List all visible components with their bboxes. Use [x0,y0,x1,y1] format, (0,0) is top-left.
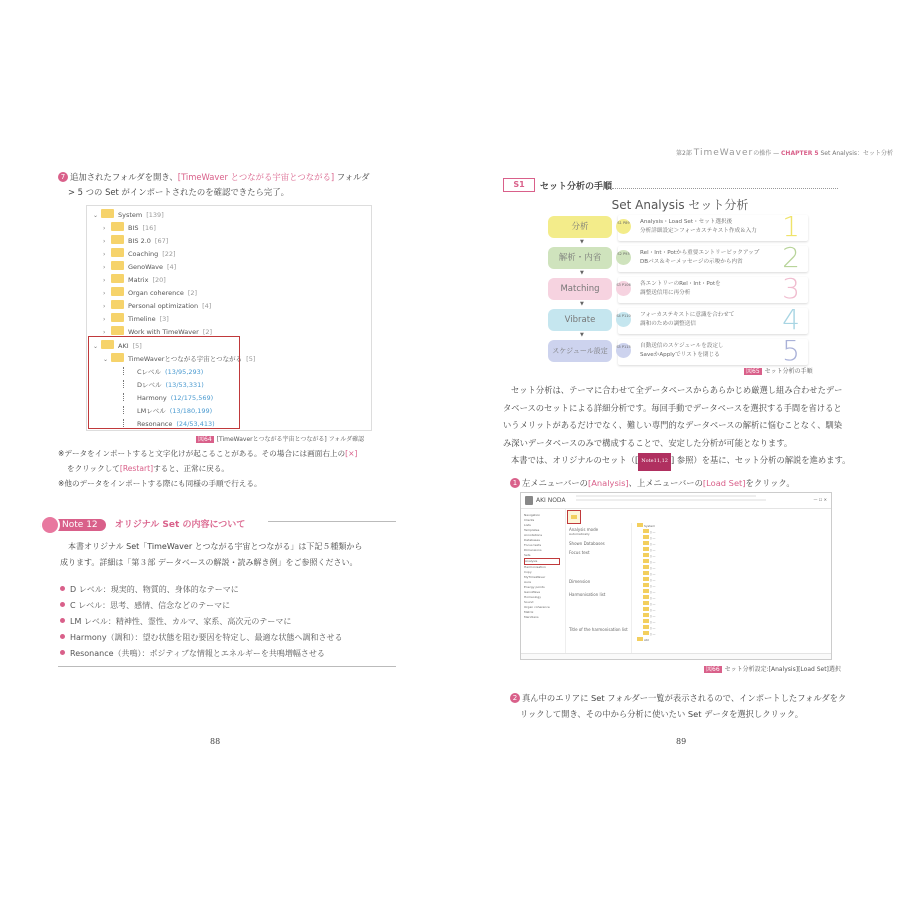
folder-icon [111,287,124,296]
set-type-list [60,582,400,662]
folder-icon [111,300,124,309]
tree-row-coaching[interactable]: › Coaching [22] [103,250,176,258]
tree-set-lm[interactable]: LMレベル (13/180,199) [123,404,212,418]
list-item: Harmony（調和）：望む状態を阻む要因を特定し、最適な状態へ調和させる [60,630,400,646]
step7-instruction: 7 追加されたフォルダを開き、[TimeWaver とつながる宇宙とつながる] フォルダ > 5 つの Set がインポートされたのを確認できたら完了。 [58,170,398,200]
process-step-1: 分析 S1 P89 Analysis・Load Set・セット選択後 分析詳細設定＞フォーカステキスト作成＆入力 1 [548,216,808,240]
tree-set-d[interactable]: Dレベル (13/53,331) [123,378,204,392]
set-list: System ▯ — ▯ — ▯ — ▯ — ▯ — ▯ — ▯ — ▯ — ▯ — ▯ — ▯ — ▯ — ▯ — ▯ — ▯ — ▯ — ▯ — ▯ — AKI [637,523,757,643]
tree-row-timeline[interactable]: › Timeline [3] [103,315,169,323]
tree-set-c[interactable]: Cレベル (13/95,293) [123,365,203,379]
tree-set-harmony[interactable]: Harmony (12/175,569) [123,391,213,405]
tree-row-bis[interactable]: › BIS [16] [103,224,156,232]
tree-row-matrix[interactable]: › Matrix [20] [103,276,166,284]
step-number: 7 [58,172,68,182]
tree-row-work[interactable]: › Work with TimeWaver [2] [103,328,213,336]
sidebar-nav: Navigation Clients Lists Templates Annotations Databases Focus texts Dimensions Sets Analysis Harmonisation Copy MyTimeWaver Aura Energy points GenoWave Homeology Sound Organ coherence Matrix Meridians [524,513,565,620]
figure-caption-66: 図66 セット分析設定:[Analysis][Load Set]選択 [706,666,841,673]
load-set-button[interactable] [567,510,581,524]
note-reference-chip[interactable]: Note11,12 [638,453,671,471]
section-title: セット分析の手順 [540,182,613,192]
process-step-3: Matching S3 P106 各エントリーのRel・Int・Potを 調整送信用に再分析 3 [548,278,808,302]
note12-body: 本書オリジナル Set「TimeWaver とつながる宇宙とつながる」は下記５種類から 成ります。詳細は「第３部 データベースの解説・読み解き例」をご参照ください。 [60,542,363,567]
tree-row-organ[interactable]: › Organ coherence [2] [103,289,198,297]
figure-caption-65: 図65 セット分析の手順 [746,368,813,375]
timewaver-screenshot: AKI NODA — ☐ ✕ Navigation Clients Lists Templates Annotations Databases Focus texts Dimensions Sets Analysis Harmonisation Copy MyTimeWaver Aura Energy points GenoWave Homeology Sound Organ coherence Matrix Meridians Analysis mode Automatically Shown Databases Focus text Dimension Harmonisation list Title of the harmonisation list System ▯ — ▯ — ▯ — ▯ — ▯ — ▯ — ▯ — ▯ — ▯ — ▯ — ▯ — ▯ — ▯ — ▯ — ▯ — ▯ — ▯ — ▯ — AKI [520,492,832,660]
arrow-down-icon: ▼ [580,301,584,307]
diagram-title: Set Analysis セット分析 [611,198,749,212]
folder-icon [111,313,124,322]
highlight-box [88,336,240,429]
folder-icon [111,222,124,231]
step1-instruction: 1 左メニューバーの[Analysis]、上メニューバーの[Load Set]をクリック。 [510,476,870,491]
folder-icon [111,248,124,257]
tree-row-system[interactable]: ⌄ System [139] [93,211,164,219]
running-header: 第2部 TimeWaverの操作 — CHAPTER 5 Set Analysis：セット分析 [676,148,893,158]
tree-row-bis2[interactable]: › BIS 2.0 [67] [103,237,169,245]
lightbulb-icon [40,515,60,535]
list-item: D レベル：現実的、物質的、身体的なテーマに [60,582,400,598]
arrow-down-icon: ▼ [580,332,584,338]
arrow-down-icon: ▼ [580,270,584,276]
user-avatar-icon [525,496,533,505]
folder-icon [111,326,124,335]
tree-row-aki[interactable]: ⌄ AKI [5] [93,342,142,350]
tree-row-personal[interactable]: › Personal optimization [4] [103,302,212,310]
tree-row-timewaver-set[interactable]: ⌄ TimeWaverとつながる宇宙とつながる [5] [103,355,256,363]
tree-set-resonance[interactable]: Resonance (24/53,413) [123,417,215,431]
import-notes: ※データをインポートすると文字化けが起こることがある。その場合には画面右上の[×] をクリックして[Restart]すると、正常に戻る。 ※他のデータをインポートする際にも同様の手順で行える。 [58,449,358,488]
note12-header: Note 12 オリジナル Set の内容について [40,512,400,534]
arrow-down-icon: ▼ [580,239,584,245]
folder-icon [111,274,124,283]
tree-row-genowave[interactable]: › GenoWave [4] [103,263,177,271]
note-badge: Note 12 [40,519,106,531]
page-number-left: 88 [210,737,221,746]
process-step-5: スケジュール設定 S5 P115 自動送信のスケジュールを設定し SaveかApplyでリストを閉じる 5 [548,340,808,364]
sidebar-item-analysis[interactable]: Analysis [524,558,560,565]
list-item: Resonance（共鳴）：ポジティブな情報とエネルギーを共鳴増幅させる [60,646,400,662]
folder-icon [111,261,124,270]
section-tag: S1 [503,178,535,192]
step2-instruction: 2 真ん中のエリアに Set フォルダー一覧が表示されるので、インポートしたフォルダをク リックして開き、その中から分析に使いたい Set データを選択しクリック。 [510,690,870,722]
body-paragraph: セット分析は、テーマに合わせて全データベースからあらかじめ厳選し組み合わせたデー タベースのセットによる詳細分析です。毎回手動でデータベースを選択する手間を省けると いうメリットがあるだけでなく、難しい専門的なデータベースの解析に悩むことなく、馴染 み深いデータベースのみで構成することで、安定した分析が可能となります。 本書では、オリジナルのセット（[ Note11,12 ] 参照）を基に、セット分析の解説を進めます。 [503,382,873,471]
figure-caption-64: 図64 [TimeWaverとつながる宇宙とつながる] フォルダ確認 [198,436,365,443]
folder-icon [101,209,114,218]
process-step-4: Vibrate S4 P110 フォーカステキストに意識を合わせて 調和のための調整送信 4 [548,309,808,333]
process-step-2: 解析・内省 S2 P93 Rel・Int・Potから重要エントリーピックアップ DBパス＆キーメッセージの示唆から内省 2 [548,247,808,271]
folder-icon [111,235,124,244]
list-item: LM レベル：精神性、霊性、カルマ、家系、高次元のテーマに [60,614,400,630]
list-item: C レベル：思考、感情、信念などのテーマに [60,598,400,614]
page-number-right: 89 [676,737,687,746]
